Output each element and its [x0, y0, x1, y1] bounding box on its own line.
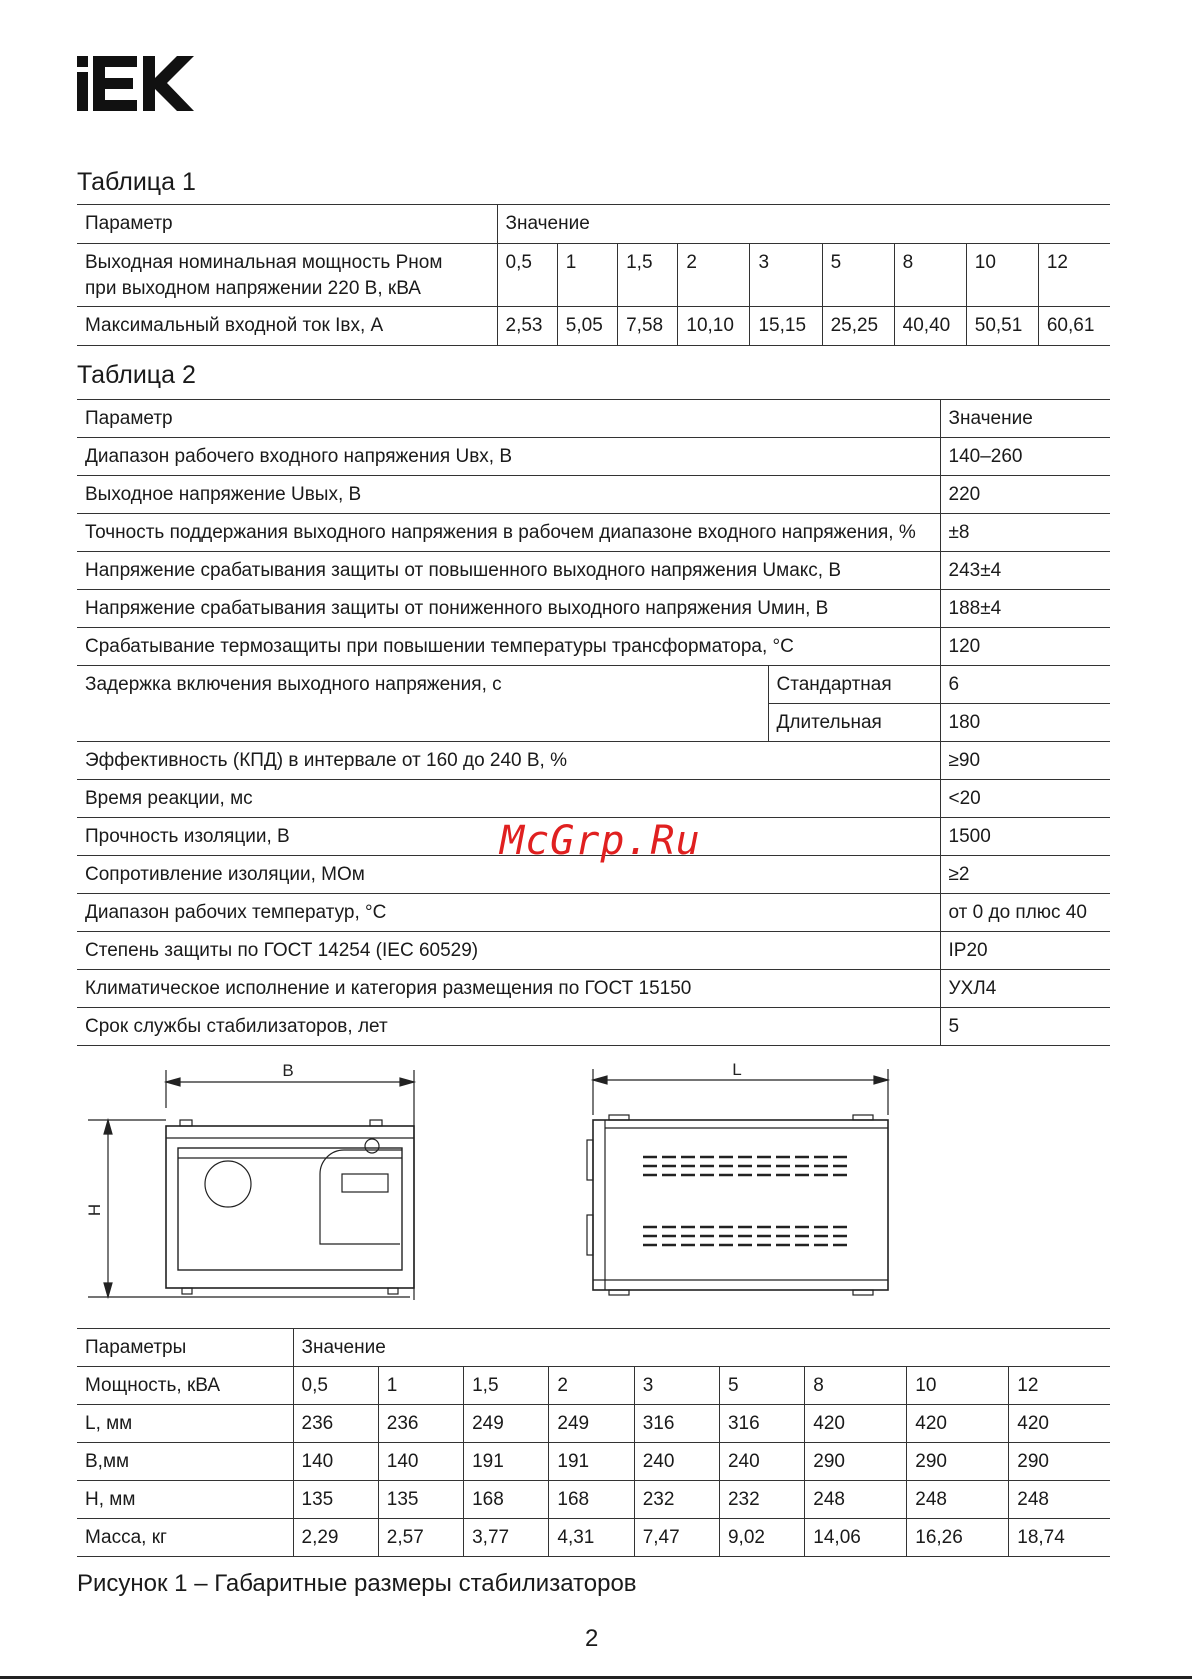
- t3-cell: 248: [907, 1481, 1009, 1519]
- t3-cell: 240: [634, 1443, 719, 1481]
- t3-cell: 2,57: [378, 1519, 463, 1557]
- t2-value: 6: [940, 666, 1110, 704]
- t1-current-label: Максимальный входной ток Iвх, А: [77, 307, 497, 346]
- t2-label: Срабатывание термозащиты при повышении температуры трансформатора, °С: [77, 628, 940, 666]
- table2: [77, 399, 1110, 1046]
- t3-cell: 240: [719, 1443, 804, 1481]
- t3-cell: 290: [805, 1443, 907, 1481]
- dim-h-label: H: [85, 1203, 104, 1217]
- t3-cell: 420: [1009, 1405, 1110, 1443]
- t1-cell: 12: [1038, 244, 1110, 307]
- dim-l-label: L: [732, 1060, 742, 1079]
- t3-row-label: H, мм: [77, 1481, 293, 1519]
- t3-cell: 18,74: [1009, 1519, 1110, 1557]
- t3-cell: 2: [549, 1367, 634, 1405]
- t3-cell: 8: [805, 1367, 907, 1405]
- side-view-drawing: [585, 1055, 895, 1305]
- table2-title: Таблица 2: [77, 361, 196, 389]
- t3-cell: 135: [293, 1481, 378, 1519]
- table1-title: Таблица 1: [77, 168, 196, 196]
- t2-delay-mode: Длительная: [768, 704, 940, 742]
- t3-cell: 5: [719, 1367, 804, 1405]
- t3-cell: 191: [549, 1443, 634, 1481]
- t1-cell: 10: [966, 244, 1038, 307]
- t3-cell: 140: [378, 1443, 463, 1481]
- t3-cell: 16,26: [907, 1519, 1009, 1557]
- t2-value: ±8: [940, 514, 1110, 552]
- t2-value: 120: [940, 628, 1110, 666]
- t1-cell: 1: [557, 244, 617, 307]
- t1-cell: 3: [750, 244, 822, 307]
- t2-delay-label: Задержка включения выходного напряжения, с: [77, 666, 768, 742]
- t2-label: Степень защиты по ГОСТ 14254 (IEC 60529): [77, 932, 940, 970]
- t3-cell: 4,31: [549, 1519, 634, 1557]
- t2-label: Срок службы стабилизаторов, лет: [77, 1008, 940, 1046]
- t2-label: Точность поддержания выходного напряжения в рабочем диапазоне входного напряжения, %: [77, 514, 940, 552]
- t3-cell: 3,77: [464, 1519, 549, 1557]
- t3-cell: 10: [907, 1367, 1009, 1405]
- front-view-drawing: [70, 1060, 430, 1310]
- t3-cell: 249: [464, 1405, 549, 1443]
- t2-label: Прочность изоляции, В: [77, 818, 940, 856]
- t2-value: <20: [940, 780, 1110, 818]
- t3-row-label: L, мм: [77, 1405, 293, 1443]
- t3-cell: 191: [464, 1443, 549, 1481]
- t1-cell: 15,15: [750, 307, 822, 346]
- t3-header-value: Значение: [293, 1329, 1110, 1367]
- t3-cell: 249: [549, 1405, 634, 1443]
- t2-value: ≥2: [940, 856, 1110, 894]
- t1-cell: 0,5: [497, 244, 557, 307]
- t3-cell: 168: [464, 1481, 549, 1519]
- t2-header-param: Параметр: [77, 400, 940, 438]
- t2-label: Выходное напряжение Uвых, В: [77, 476, 940, 514]
- t3-cell: 9,02: [719, 1519, 804, 1557]
- t3-cell: 236: [293, 1405, 378, 1443]
- t2-label: Эффективность (КПД) в интервале от 160 до 240 В, %: [77, 742, 940, 780]
- t3-row-label: B,мм: [77, 1443, 293, 1481]
- t3-cell: 0,5: [293, 1367, 378, 1405]
- t1-cell: 2,53: [497, 307, 557, 346]
- t1-cell: 25,25: [822, 307, 894, 346]
- t2-label: Диапазон рабочих температур, °С: [77, 894, 940, 932]
- t1-power-label: Выходная номинальная мощность Pном при выходном напряжении 220 В, кВА: [77, 244, 497, 307]
- t1-cell: 50,51: [966, 307, 1038, 346]
- dimensions-table: [77, 1328, 1110, 1557]
- t2-value: от 0 до плюс 40: [940, 894, 1110, 932]
- t3-cell: 232: [634, 1481, 719, 1519]
- t3-cell: 316: [719, 1405, 804, 1443]
- t2-value: 1500: [940, 818, 1110, 856]
- t2-label: Время реакции, мс: [77, 780, 940, 818]
- t3-cell: 316: [634, 1405, 719, 1443]
- t3-cell: 14,06: [805, 1519, 907, 1557]
- t3-cell: 2,29: [293, 1519, 378, 1557]
- t3-header-param: Параметры: [77, 1329, 293, 1367]
- t3-row-label: Мощность, кВА: [77, 1367, 293, 1405]
- page-number: 2: [585, 1625, 599, 1652]
- t3-cell: 248: [1009, 1481, 1110, 1519]
- t3-cell: 7,47: [634, 1519, 719, 1557]
- watermark: McGrp.Ru: [500, 818, 701, 864]
- table1: [77, 204, 1110, 346]
- t3-cell: 420: [907, 1405, 1009, 1443]
- t2-value: 243±4: [940, 552, 1110, 590]
- t1-header-param: Параметр: [77, 205, 497, 244]
- t3-cell: 290: [1009, 1443, 1110, 1481]
- t2-delay-mode: Стандартная: [768, 666, 940, 704]
- t1-cell: 8: [894, 244, 966, 307]
- dim-b-label: B: [282, 1061, 294, 1080]
- t1-cell: 60,61: [1038, 307, 1110, 346]
- t1-cell: 5,05: [557, 307, 617, 346]
- t2-label: Напряжение срабатывания защиты от пониженного выходного напряжения Uмин, В: [77, 590, 940, 628]
- t1-cell: 1,5: [618, 244, 678, 307]
- t3-cell: 3: [634, 1367, 719, 1405]
- t2-value: 180: [940, 704, 1110, 742]
- t2-value: 220: [940, 476, 1110, 514]
- t2-value: 5: [940, 1008, 1110, 1046]
- t2-value: IP20: [940, 932, 1110, 970]
- t2-value: 140–260: [940, 438, 1110, 476]
- t2-header-value: Значение: [940, 400, 1110, 438]
- t2-label: Напряжение срабатывания защиты от повышенного выходного напряжения Uмакс, В: [77, 552, 940, 590]
- t3-cell: 1,5: [464, 1367, 549, 1405]
- t1-cell: 5: [822, 244, 894, 307]
- figure-caption: Рисунок 1 – Габаритные размеры стабилизаторов: [77, 1570, 637, 1597]
- t3-cell: 248: [805, 1481, 907, 1519]
- t3-cell: 1: [378, 1367, 463, 1405]
- t1-header-value: Значение: [497, 205, 1110, 244]
- t3-row-label: Масса, кг: [77, 1519, 293, 1557]
- t1-cell: 7,58: [618, 307, 678, 346]
- iek-logo: [77, 56, 195, 111]
- t3-cell: 135: [378, 1481, 463, 1519]
- t3-cell: 232: [719, 1481, 804, 1519]
- t3-cell: 140: [293, 1443, 378, 1481]
- t2-value: 188±4: [940, 590, 1110, 628]
- t3-cell: 290: [907, 1443, 1009, 1481]
- t3-cell: 168: [549, 1481, 634, 1519]
- t1-cell: 2: [678, 244, 750, 307]
- t2-label: Сопротивление изоляции, МОм: [77, 856, 940, 894]
- t1-cell: 40,40: [894, 307, 966, 346]
- t2-value: ≥90: [940, 742, 1110, 780]
- t2-label: Диапазон рабочего входного напряжения Uвх, В: [77, 438, 940, 476]
- t2-value: УХЛ4: [940, 970, 1110, 1008]
- t3-cell: 420: [805, 1405, 907, 1443]
- t1-cell: 10,10: [678, 307, 750, 346]
- t2-label: Климатическое исполнение и категория размещения по ГОСТ 15150: [77, 970, 940, 1008]
- t3-cell: 236: [378, 1405, 463, 1443]
- t3-cell: 12: [1009, 1367, 1110, 1405]
